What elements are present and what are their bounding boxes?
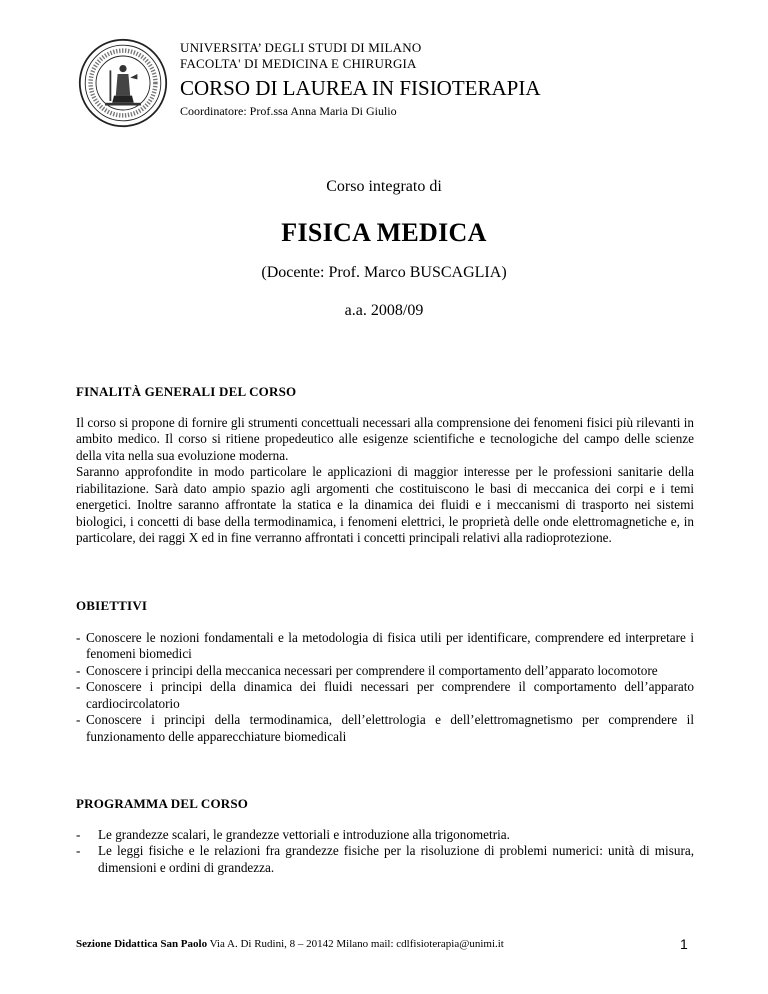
- section-obiettivi: [76, 598, 694, 745]
- section-heading: FINALITÀ GENERALI DEL CORSO: [76, 384, 297, 399]
- degree-course-name: CORSO DI LAUREA IN FISIOTERAPIA: [180, 76, 541, 100]
- paragraph: Saranno approfondite in modo particolare le applicazioni di maggior interesse per le professioni sanitarie della riabilitazione. Sarà dato ampio spazio agli argomenti che costituiscono le basi di meccanica dei corpi e i temi energetici. Inoltre saranno affrontate la statica e la dinamica dei fluidi e i meccanismi di trasporto nei sistemi biologici, i concetti di base della termodinamica, i fenomeni elettrici, le proprietà delle onde elettromagnetiche e, in particolare, dei raggi X ed in fine verranno affrontati i concetti principali relativi alla radioprotezione.: [76, 464, 694, 545]
- university-seal-logo: [78, 38, 168, 128]
- course-title: FISICA MEDICA: [281, 218, 487, 247]
- list-item: - Le leggi fisiche e le relazioni fra grandezze fisiche per la risoluzione di problemi numerici: unità di misura, dimensioni e ordini di grandezza.: [76, 843, 694, 876]
- section-programma: [76, 796, 694, 876]
- faculty-name: FACOLTA' DI MEDICINA E CHIRURGIA: [180, 56, 417, 71]
- coordinator-line: Coordinatore: Prof.ssa Anna Maria Di Giulio: [180, 104, 397, 118]
- list-item: - Conoscere i principi della termodinamica, dell’elettrologia e dell’elettromagnetismo per comprendere il funzionamento delle apparecchiature biomedicali: [76, 712, 694, 745]
- course-teacher: (Docente: Prof. Marco BUSCAGLIA): [261, 264, 507, 281]
- section-finalita: [76, 384, 694, 547]
- list-item: - Le grandezze scalari, le grandezze vettoriali e introduzione alla trigonometria.: [76, 827, 694, 844]
- list-item: - Conoscere le nozioni fondamentali e la metodologia di fisica utili per identificare, comprendere ed interpretare i fenomeni biomedici: [76, 630, 694, 663]
- section-heading: OBIETTIVI: [76, 598, 148, 613]
- university-name: UNIVERSITA’ DEGLI STUDI DI MILANO: [180, 40, 422, 55]
- paragraph: Il corso si propone di fornire gli strumenti concettuali necessari alla comprensione dei fenomeni fisici più rilevanti in ambito medico. Il corso si ritiene propedeutico alle esigenze scientifiche e tecnologiche del campo delle scienze della vita nella sua evoluzione moderna.: [76, 414, 694, 463]
- footer-org: Sezione Didattica San Paolo: [76, 938, 208, 950]
- objectives-list: [76, 630, 694, 746]
- list-item: - Conoscere i principi della meccanica necessari per comprendere il comportamento dell’apparato locomotore: [76, 663, 694, 680]
- section-heading: PROGRAMMA DEL CORSO: [76, 796, 249, 811]
- header-block: [180, 40, 700, 119]
- footer-address: Via A. Di Rudini, 8 – 20142 Milano mail: cdlfisioterapia@unimi.it: [207, 938, 504, 950]
- program-list: [76, 827, 694, 877]
- list-item: - Conoscere i principi della dinamica dei fluidi necessari per comprendere il comportamento dell’apparato cardiocircolatorio: [76, 679, 694, 712]
- page-number: 1: [680, 936, 688, 952]
- course-subtitle: Corso integrato di: [326, 178, 442, 195]
- page-footer: [76, 938, 696, 950]
- academic-year: a.a. 2008/09: [344, 302, 424, 319]
